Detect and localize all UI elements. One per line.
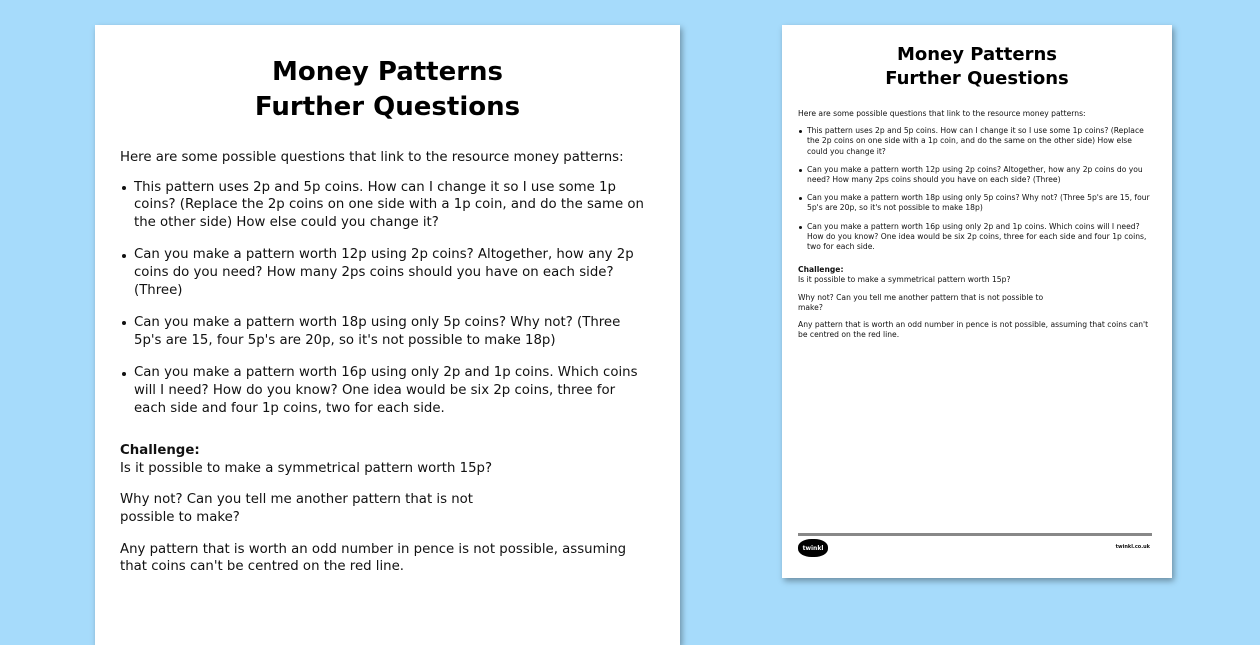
question-item: Can you make a pattern worth 16p using only 2p and 1p coins. Which coins will I need? How do you know? One idea would be six 2p coins, three for each side and four 1p coins, two for each side. [798, 222, 1153, 253]
question-item: Can you make a pattern worth 18p using only 5p coins? Why not? (Three 5p's are 15, four 5p's are 20p, so it's not possible to make 18p) [120, 314, 650, 349]
worksheet-preview-large [95, 25, 680, 645]
intro-text: Here are some possible questions that link to the resource money patterns: [798, 109, 1086, 118]
title-line-1: Money Patterns [897, 44, 1057, 65]
challenge-question: Is it possible to make a symmetrical pattern worth 15p? [798, 275, 1011, 285]
answer-text: Any pattern that is worth an odd number in pence is not possible, assuming that coins can't be centred on the red line. [120, 541, 627, 575]
answer-text: Any pattern that is worth an odd number in pence is not possible, assuming that coins can't be centred on the red line. [798, 320, 1149, 340]
worksheet-body [120, 149, 650, 576]
intro-text: Here are some possible questions that link to the resource money patterns: [120, 150, 624, 165]
question-item: Can you make a pattern worth 18p using only 5p coins? Why not? (Three 5p's are 15, four 5p's are 20p, so it's not possible to make 18p) [798, 193, 1153, 213]
question-item: Can you make a pattern worth 16p using only 2p and 1p coins. Which coins will I need? How do you know? One idea would be six 2p coins, three for each side and four 1p coins, two for each side. [120, 364, 650, 417]
twinkl-logo: twinkl [798, 539, 828, 557]
title-line-2: Further Questions [254, 92, 521, 122]
challenge-heading: Challenge: [120, 443, 200, 459]
worksheet-body [798, 109, 1153, 340]
why-not-text: Why not? Can you tell me another pattern that is not possible to make? [120, 492, 474, 525]
question-item: Can you make a pattern worth 12p using 2p coins? Altogether, how any 2p coins do you need? How many 2ps coins should you have on each side? (Three) [120, 246, 650, 299]
question-list [798, 126, 1153, 252]
title-line-1: Money Patterns [271, 57, 504, 87]
challenge-heading: Challenge: [798, 265, 844, 275]
question-list [120, 179, 650, 418]
challenge-question: Is it possible to make a symmetrical pattern worth 15p? [120, 460, 493, 476]
footer-url: twinkl.co.uk [1115, 544, 1150, 550]
worksheet-preview-small [782, 25, 1172, 578]
worksheet-title [95, 55, 680, 125]
why-not-text: Why not? Can you tell me another pattern that is not possible to make? [798, 292, 1044, 312]
footer-divider [798, 533, 1152, 536]
question-item: This pattern uses 2p and 5p coins. How can I change it so I use some 1p coins? (Replace the 2p coins on one side with a 1p coin, and do the same on the other side) How else could you change it? [798, 126, 1153, 157]
title-line-2: Further Questions [885, 68, 1069, 89]
question-item: Can you make a pattern worth 12p using 2p coins? Altogether, how any 2p coins do you need? How many 2ps coins should you have on each side? (Three) [798, 165, 1153, 185]
question-item: This pattern uses 2p and 5p coins. How can I change it so I use some 1p coins? (Replace the 2p coins on one side with a 1p coin, and do the same on the other side) How else could you change it? [120, 179, 650, 232]
worksheet-title [782, 43, 1172, 91]
